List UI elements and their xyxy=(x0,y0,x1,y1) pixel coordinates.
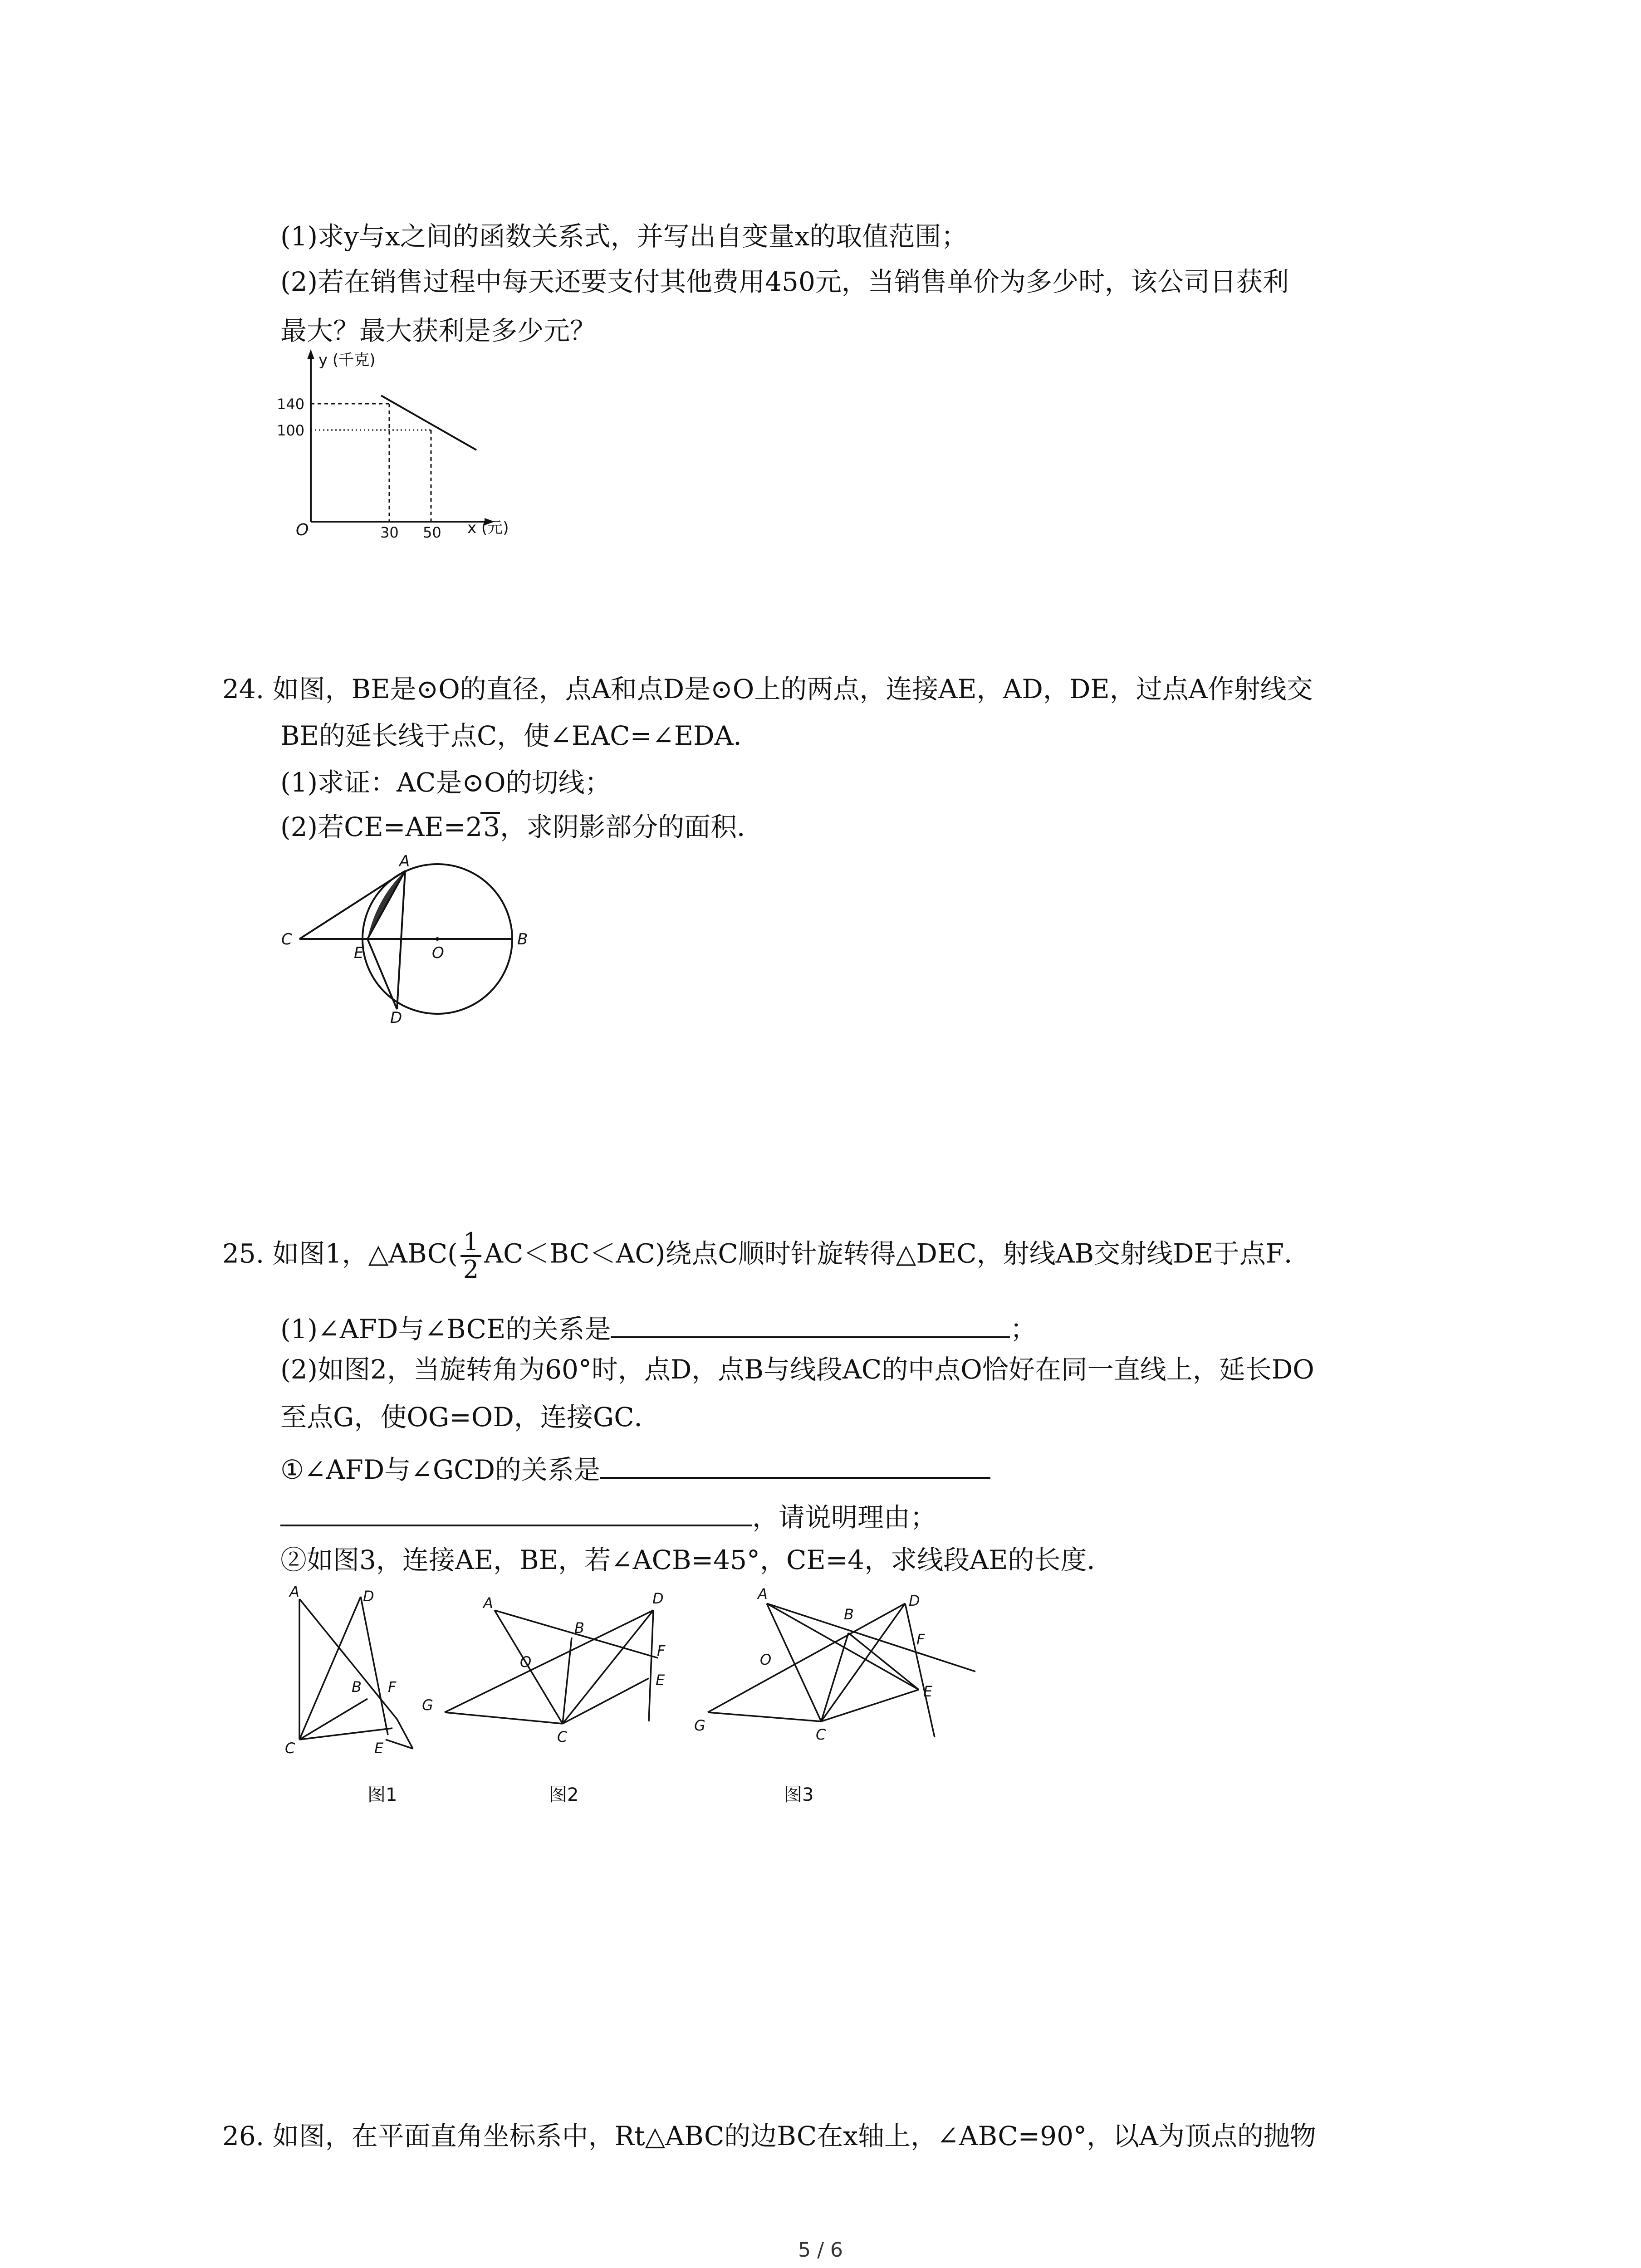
q25-fig1-label-A: A xyxy=(289,1583,299,1600)
q23-graph xyxy=(268,345,549,549)
q25-fraction xyxy=(460,1229,481,1282)
q23-y-tick-100: 100 xyxy=(277,422,305,439)
q25-part1 xyxy=(280,1311,1036,1342)
q25-fig2-label-D: D xyxy=(652,1590,664,1607)
q25-line1-pre: 25. 如图1，△ABC( xyxy=(222,1238,458,1269)
q25-fig3-label-A: A xyxy=(758,1585,768,1603)
q25-sub1-blank-a[interactable] xyxy=(600,1452,990,1479)
q24-label-A: A xyxy=(399,853,410,870)
q25-sub1-line2 xyxy=(280,1499,937,1533)
q25-part1-post: ； xyxy=(1010,1314,1037,1344)
q25-fig3-label-D: D xyxy=(909,1592,920,1609)
q25-line1-post: AC＜BC＜AC)绕点C顺时针旋转得△DEC，射线AB交射线DE于点F． xyxy=(484,1238,1311,1269)
q25-figure-3 xyxy=(681,1583,989,1765)
q25-fig1-label-C: C xyxy=(285,1740,295,1757)
q23-x-tick-30: 30 xyxy=(380,524,399,541)
q25-fig2-label-G: G xyxy=(422,1696,433,1714)
q23-part1: (1)求y与x之间的函数关系式，并写出自变量x的取值范围； xyxy=(280,221,968,252)
q24-line1: 24. 如图，BE是⊙O的直径，点A和点D是⊙O上的两点，连接AE，AD，DE，过点A作射线交 xyxy=(222,674,1313,704)
q25-fig2-label-C: C xyxy=(557,1728,568,1745)
q25-part2-line1: (2)如图2，当旋转角为60°时，点D，点B与线段AC的中点O恰好在同一直线上，延长DO xyxy=(280,1354,1314,1385)
q25-part1-pre: (1)∠AFD与∠BCE的关系是 xyxy=(280,1314,611,1344)
q24-part1: (1)求证：AC是⊙O的切线； xyxy=(280,767,611,798)
q24-label-B: B xyxy=(517,930,528,948)
q24-part2-radical: 3 xyxy=(480,812,500,840)
q23-y-tick-140: 140 xyxy=(277,396,305,413)
q25-fig1-label-E: E xyxy=(374,1740,384,1757)
q24-circle-figure xyxy=(272,853,554,1025)
q25-fig2-label-O: O xyxy=(520,1653,532,1671)
q25-fig2-caption: 图2 xyxy=(549,1784,579,1805)
q23-y-axis-label: y (千克) xyxy=(318,351,376,369)
q24-line2: BE的延长线于点C，使∠EAC=∠EDA． xyxy=(280,720,760,751)
q25-sub1-line1 xyxy=(280,1452,990,1483)
q25-fig3-label-G: G xyxy=(694,1717,705,1734)
q25-fig3-label-B: B xyxy=(844,1606,854,1623)
q25-fig1-label-B: B xyxy=(352,1678,362,1696)
q25-fig3-label-O: O xyxy=(760,1651,772,1668)
q25-fig3-caption: 图3 xyxy=(784,1784,814,1805)
q25-fig1-caption: 图1 xyxy=(367,1784,397,1805)
q25-frac-num: 1 xyxy=(460,1229,481,1257)
q25-sub1-pre: ①∠AFD与∠GCD的关系是 xyxy=(280,1454,601,1485)
q25-sub1-post: ，请说明理由； xyxy=(752,1502,937,1533)
q25-figure-2 xyxy=(413,1583,703,1765)
q25-sub1-blank-b[interactable] xyxy=(280,1499,752,1526)
q23-origin-label: O xyxy=(296,521,309,539)
q25-fig3-label-F: F xyxy=(916,1631,925,1648)
page-number: 5 / 6 xyxy=(798,2239,843,2262)
q25-fig1-label-F: F xyxy=(388,1678,397,1696)
q25-fig1-label-D: D xyxy=(363,1588,374,1605)
q24-part2 xyxy=(280,812,763,840)
q23-part2-line2: 最大？最大获利是多少元？ xyxy=(280,315,597,346)
q25-fig3-label-C: C xyxy=(816,1726,826,1743)
q24-part2-pre: (2)若CE=AE=2 xyxy=(280,811,483,842)
q25-fig2-label-E: E xyxy=(656,1672,665,1689)
q25-frac-den: 2 xyxy=(463,1255,479,1284)
q25-line1 xyxy=(222,1229,1310,1282)
q24-part2-post: ，求阴影部分的面积． xyxy=(500,811,764,842)
q25-fig2-label-F: F xyxy=(657,1642,666,1659)
q25-sub2: ②如图3，连接AE，BE，若∠ACB=45°，CE=4，求线段AE的长度． xyxy=(280,1545,1113,1575)
q24-label-C: C xyxy=(281,930,292,948)
q24-label-D: D xyxy=(390,1009,402,1025)
q25-part1-blank[interactable] xyxy=(611,1311,1010,1338)
q23-x-axis-label: x (元) xyxy=(467,519,509,537)
q25-part2-line2: 至点G，使OG=OD，连接GC． xyxy=(280,1402,661,1432)
q26-line1: 26. 如图，在平面直角坐标系中，Rt△ABC的边BC在x轴上，∠ABC=90°，以A为顶点的抛物 xyxy=(222,2121,1316,2151)
q24-label-O: O xyxy=(432,944,444,962)
q23-part2-line1: (2)若在销售过程中每天还要支付其他费用450元，当销售单价为多少时，该公司日获利 xyxy=(280,266,1289,297)
q25-fig2-label-B: B xyxy=(574,1619,584,1637)
q24-label-E: E xyxy=(354,944,364,962)
q23-x-tick-50: 50 xyxy=(423,524,441,541)
q25-fig2-label-A: A xyxy=(483,1594,493,1612)
q25-fig3-label-E: E xyxy=(923,1683,933,1700)
